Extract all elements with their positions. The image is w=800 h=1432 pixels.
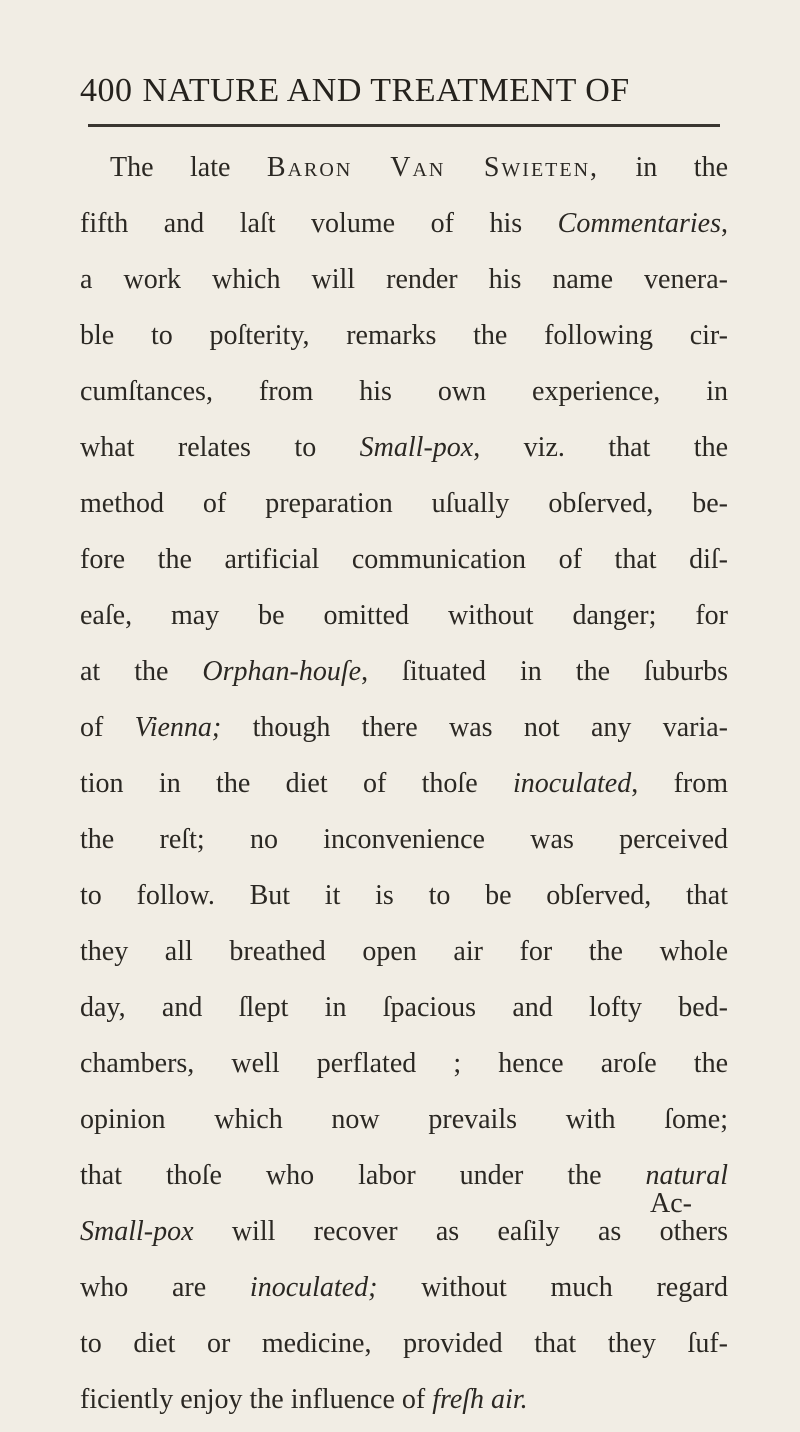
text-segment: though there was not any varia- xyxy=(221,712,729,743)
text-segment: , from xyxy=(631,768,728,799)
running-title: NATURE AND TREATMENT OF xyxy=(142,72,630,109)
text-segment: the reſt; no inconvenience was perceived xyxy=(80,824,728,855)
text-line xyxy=(80,196,728,252)
text-line xyxy=(80,1372,728,1428)
text-segment: day, and ſlept in ſpacious and lofty bed- xyxy=(80,992,728,1023)
text-line xyxy=(80,924,728,980)
text-segment: in the xyxy=(599,152,728,183)
text-segment: opinion which now prevails with ſome; xyxy=(80,1104,728,1135)
text-segment: ficiently enjoy the influence of xyxy=(80,1384,433,1415)
text-line xyxy=(80,140,728,196)
italic-text: Vienna; xyxy=(134,712,222,743)
italic-text: inoculated; xyxy=(249,1272,378,1303)
small-caps-name: Baron Van Swieten, xyxy=(266,152,600,183)
text-segment: at the xyxy=(80,656,203,687)
text-segment: , ſituated in the ſuburbs xyxy=(361,656,728,687)
text-segment: what relates to xyxy=(80,432,360,463)
text-segment: a work which will render his name venera- xyxy=(80,264,728,295)
italic-text: Orphan-houſe xyxy=(202,656,362,687)
text-line xyxy=(80,476,728,532)
text-segment: The late xyxy=(110,152,267,183)
text-line xyxy=(80,252,728,308)
text-line xyxy=(80,980,728,1036)
text-line xyxy=(80,1204,728,1260)
text-segment: that thoſe who labor under the xyxy=(80,1160,646,1191)
text-line xyxy=(80,1316,728,1372)
text-segment: ble to poſterity, remarks the following cir- xyxy=(80,320,728,351)
italic-text: inoculated xyxy=(513,768,632,799)
header-rule xyxy=(88,124,720,127)
text-line xyxy=(80,532,728,588)
text-line xyxy=(80,588,728,644)
text-segment: of xyxy=(80,712,135,743)
text-line xyxy=(80,1036,728,1092)
italic-text: Small-pox xyxy=(80,1216,194,1247)
text-segment: fore the artificial communication of that diſ- xyxy=(80,544,728,575)
text-segment: to diet or medicine, provided that they ſuf- xyxy=(80,1328,728,1359)
text-line xyxy=(80,812,728,868)
text-line xyxy=(80,308,728,364)
text-segment: cumſtances, from his own experience, in xyxy=(80,376,728,407)
text-line xyxy=(80,700,728,756)
text-segment: method of preparation uſually obſerved, be- xyxy=(80,488,728,519)
text-segment: , xyxy=(721,208,728,239)
text-segment: fifth and laſt volume of his xyxy=(80,208,558,239)
text-segment: eaſe, may be omitted without danger; for xyxy=(80,600,728,631)
text-segment: will recover as eaſily as others xyxy=(193,1216,728,1247)
text-segment: they all breathed open air for the whole xyxy=(80,936,728,967)
text-line xyxy=(80,644,728,700)
text-line xyxy=(80,364,728,420)
running-header xyxy=(80,72,630,110)
italic-text: freſh air. xyxy=(432,1384,528,1415)
text-segment: who are xyxy=(80,1272,250,1303)
text-segment: tion in the diet of thoſe xyxy=(80,768,513,799)
text-line xyxy=(80,756,728,812)
text-segment: to follow. But it is to be obſerved, that xyxy=(80,880,728,911)
text-line xyxy=(80,1148,728,1204)
italic-text: natural xyxy=(645,1160,728,1191)
catchword: Ac- xyxy=(650,1188,692,1219)
text-line xyxy=(80,1092,728,1148)
text-segment: , viz. that the xyxy=(473,432,728,463)
text-line xyxy=(80,1260,728,1316)
italic-text: Small-pox xyxy=(359,432,474,463)
text-segment: without much regard xyxy=(377,1272,728,1303)
italic-text: Commentaries xyxy=(557,208,721,239)
body-text xyxy=(80,140,728,1428)
text-line xyxy=(80,868,728,924)
text-segment: chambers, well perflated ; hence aroſe the xyxy=(80,1048,728,1079)
text-line xyxy=(80,420,728,476)
page-number: 400 xyxy=(80,72,133,109)
